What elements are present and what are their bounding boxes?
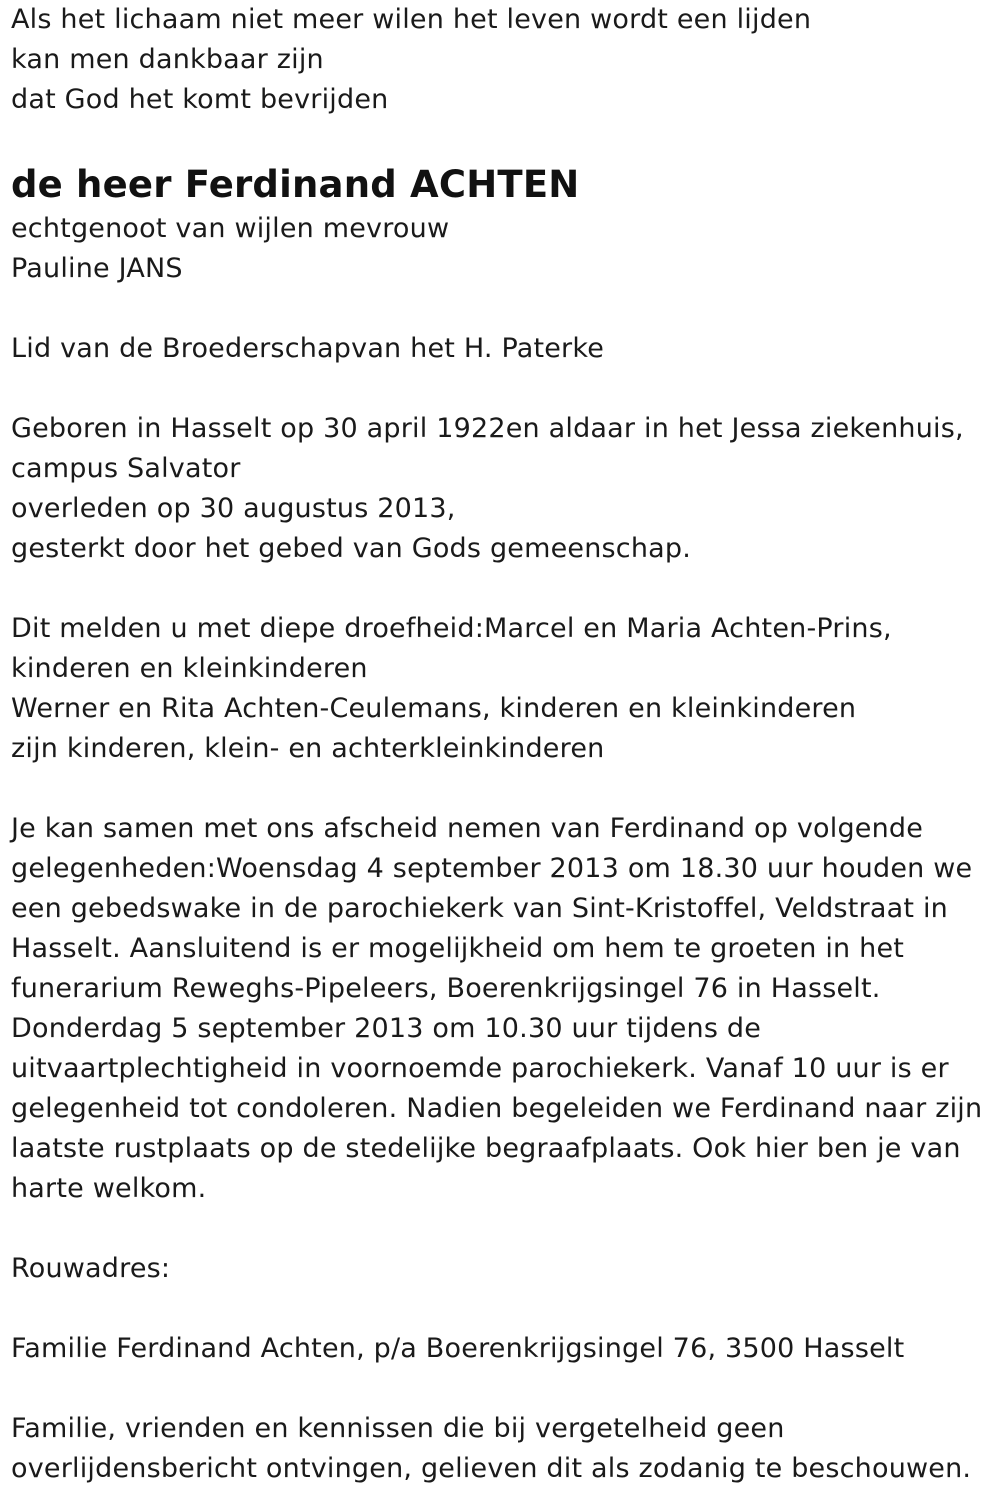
farewell-line: uitvaartplechtigheid in voornoemde parochiekerk. Vanaf 10 uur is er <box>11 1053 949 1084</box>
announcers <box>11 609 986 769</box>
closing-line: Familie, vrienden en kennissen die bij vergetelheid geen <box>11 1413 785 1444</box>
announcer-line: kinderen en kleinkinderen <box>11 653 368 684</box>
farewell-line: Hasselt. Aansluitend is er mogelijkheid om hem te groeten in het <box>11 933 905 964</box>
spouse-line: Pauline JANS <box>11 253 183 284</box>
farewell-line: gelegenheden:Woensdag 4 september 2013 om 18.30 uur houden we <box>11 853 973 884</box>
spouse-line: echtgenoot van wijlen mevrouw <box>11 213 450 244</box>
birth-death-line: Geboren in Hasselt op 30 april 1922en aldaar in het Jessa ziekenhuis, <box>11 413 964 444</box>
poem <box>11 0 986 120</box>
farewell-line: harte welkom. <box>11 1173 207 1204</box>
announcer-line: Werner en Rita Achten-Ceulemans, kinderen en kleinkinderen <box>11 693 857 724</box>
poem-line: Als het lichaam niet meer wilen het leven wordt een lijden <box>11 4 812 35</box>
farewell-line: gelegenheid tot condoleren. Nadien begeleiden we Ferdinand naar zijn <box>11 1093 983 1124</box>
address: Familie Ferdinand Achten, p/a Boerenkrijgsingel 76, 3500 Hasselt <box>11 1333 905 1364</box>
birth-death-info <box>11 409 986 569</box>
poem-line: dat God het komt bevrijden <box>11 84 389 115</box>
closing-line: overlijdensbericht ontvingen, gelieven dit als zodanig te beschouwen. <box>11 1453 972 1484</box>
farewell-line: laatste rustplaats op de stedelijke begraafplaats. Ook hier ben je van <box>11 1133 961 1164</box>
announcer-line: Dit melden u met diepe droefheid:Marcel en Maria Achten-Prins, <box>11 613 892 644</box>
deceased-name: de heer Ferdinand ACHTEN <box>11 163 580 206</box>
birth-death-line: gesterkt door het gebed van Gods gemeenschap. <box>11 533 692 564</box>
birth-death-line: campus Salvator <box>11 453 241 484</box>
farewell-details <box>11 809 986 1209</box>
farewell-line: Donderdag 5 september 2013 om 10.30 uur tijdens de <box>11 1013 762 1044</box>
announcer-line: zijn kinderen, klein- en achterkleinkinderen <box>11 733 605 764</box>
birth-death-line: overleden op 30 augustus 2013, <box>11 493 456 524</box>
membership: Lid van de Broederschapvan het H. Paterke <box>11 333 605 364</box>
spouse-info <box>11 209 986 289</box>
obituary-text <box>11 0 986 1489</box>
poem-line: kan men dankbaar zijn <box>11 44 324 75</box>
farewell-line: funerarium Reweghs-Pipeleers, Boerenkrijgsingel 76 in Hasselt. <box>11 973 881 1004</box>
farewell-line: Je kan samen met ons afscheid nemen van Ferdinand op volgende <box>11 813 924 844</box>
address-label: Rouwadres: <box>11 1253 171 1284</box>
farewell-line: een gebedswake in de parochiekerk van Sint-Kristoffel, Veldstraat in <box>11 893 948 924</box>
closing-note <box>11 1409 986 1489</box>
